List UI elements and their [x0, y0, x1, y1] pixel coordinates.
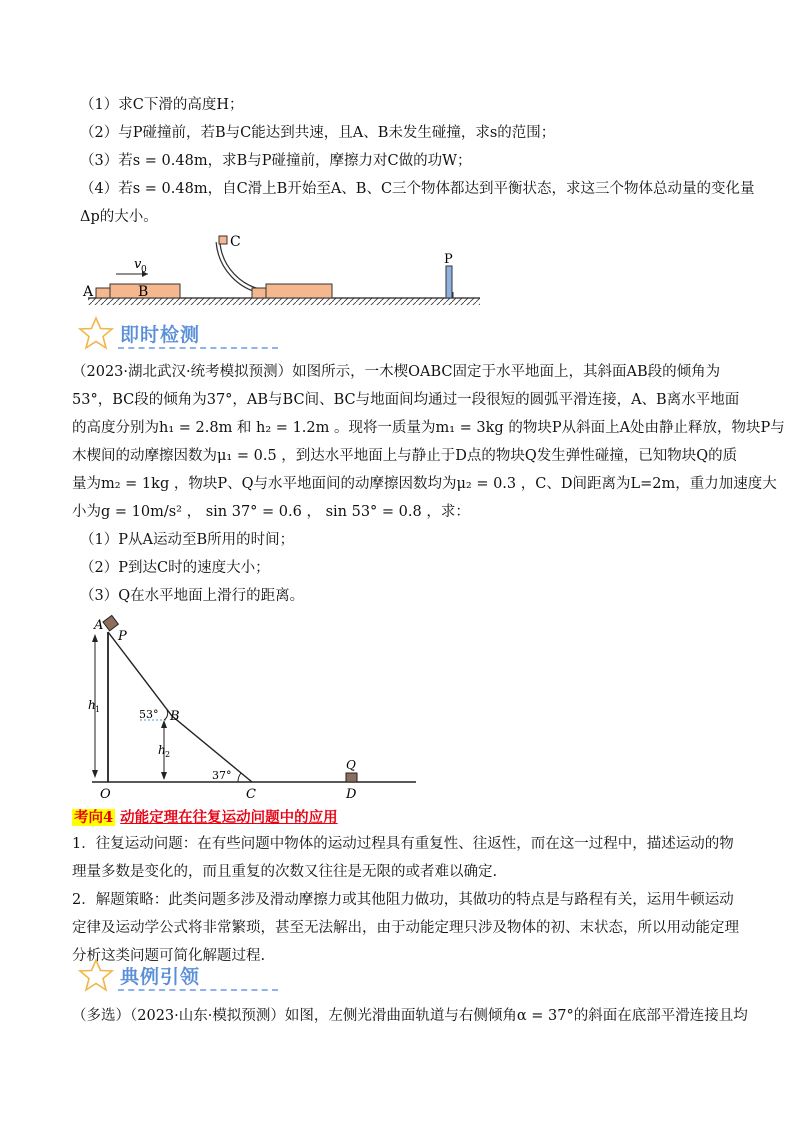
topic-para-2-end: 分析这类问题可简化解题过程. [72, 948, 266, 964]
question-2: （2）与P碰撞前，若B与C能达到共速，且A、B未发生碰撞，求s的范围； [80, 125, 556, 141]
star-icon [78, 316, 114, 350]
board-right [266, 284, 332, 298]
block-q [346, 773, 357, 782]
subquestion-1: （1）P从A运动至B所用的时间； [80, 532, 295, 548]
label-c: C [230, 234, 241, 250]
label-p: P [118, 629, 127, 644]
subquestion-2: （2）P到达C时的速度大小； [80, 560, 270, 576]
label-q: Q [346, 758, 356, 772]
example-line: （多选）（2023·山东·模拟预测）如图，左侧光滑曲面轨道与右侧倾角α = 37°的斜面在底部平滑连接且均 [72, 1008, 748, 1024]
figure-wedge [80, 614, 420, 804]
problem-line-3: 的高度分别为h₁ = 2.8m 和 h₂ = 1.2m 。现将一质量为m₁ = 3kg 的物块P从斜面上A处由静止释放，物块P与 [72, 420, 785, 436]
svg-text:1: 1 [95, 705, 101, 714]
problem-line-5: 量为m₂ = 1kg ，物块P、Q与水平地面间的动摩擦因数均为μ₂ = 0.3 ，C、D间距离为L=2m，重力加速度大 [72, 476, 777, 492]
section-title: 即时检测 [120, 324, 201, 346]
label-a: A [94, 618, 104, 633]
topic-heading [72, 806, 338, 827]
label-h2: h [158, 743, 166, 757]
label-v0: v [134, 257, 142, 272]
block-c [219, 236, 227, 244]
problem-line-4: 木楔间的动摩擦因数为μ₁ = 0.5 ，到达水平地面上与静止于D点的物块Q发生弹性碰撞，已知物块Q的质 [72, 448, 738, 464]
post-p [446, 266, 452, 298]
question-1: （1）求C下滑的高度H； [80, 97, 244, 113]
section-title: 典例引领 [120, 966, 201, 988]
topic-para-1-cont: 理量多数是变化的，而且重复的次数又往往是无限的或者难以确定. [72, 864, 498, 880]
question-3: （3）若s = 0.48m，求B与P碰撞前，摩擦力对C做的功W； [80, 153, 472, 169]
topic-text: 动能定理在往复运动问题中的应用 [120, 809, 338, 826]
figure-blocks-track [80, 230, 480, 310]
label-b: B [170, 709, 180, 724]
subquestion-3: （3）Q在水平地面上滑行的距离。 [80, 588, 305, 604]
svg-text:2: 2 [165, 750, 171, 759]
topic-para-1: 1．往复运动问题：在有些问题中物体的运动过程具有重复性、往返性，而在这一过程中，描述运动的物 [72, 836, 734, 852]
problem-line-2: 53°，BC段的倾角为37°，AB与BC间、BC与地面间均通过一段很短的圆弧平滑连接，A、B离水平地面 [72, 392, 740, 408]
problem-line-1: （2023·湖北武汉·统考模拟预测）如图所示，一木楔OABC固定于水平地面上，其斜面AB段的倾角为 [72, 364, 721, 380]
label-h1: h [88, 698, 96, 712]
label-o: O [100, 787, 111, 802]
question-4: （4）若s = 0.48m，自C滑上B开始至A、B、C三个物体都达到平衡状态，求这三个物体总动量的变化量 [80, 181, 755, 197]
topic-tag: 考向4 [74, 809, 114, 826]
label-a: A [83, 284, 94, 300]
topic-para-2-cont: 定律及运动学公式将非常繁琐，甚至无法解出，由于动能定理只涉及物体的初、末状态，所以用动能定理 [72, 920, 739, 936]
problem-line-6: 小为g = 10m/s² ， sin 37° = 0.6 ， sin 53° = 0.8 ，求： [72, 504, 470, 520]
question-4-cont: Δp的大小。 [80, 209, 158, 225]
topic-para-2: 2．解题策略：此类问题多涉及滑动摩擦力或其他阻力做功，其做功的特点是与路程有关，运用牛顿运动 [72, 892, 734, 908]
section-header-example [78, 956, 318, 996]
label-angle-37: 37° [212, 769, 232, 782]
star-icon [78, 958, 114, 992]
block-a [96, 288, 110, 298]
label-d: D [346, 787, 357, 802]
svg-text:0: 0 [141, 265, 147, 275]
label-c: C [246, 787, 256, 802]
section-header-instant-check [78, 314, 318, 354]
label-p: P [444, 252, 453, 267]
label-b: B [138, 284, 149, 300]
label-angle-53: 53° [139, 708, 159, 721]
